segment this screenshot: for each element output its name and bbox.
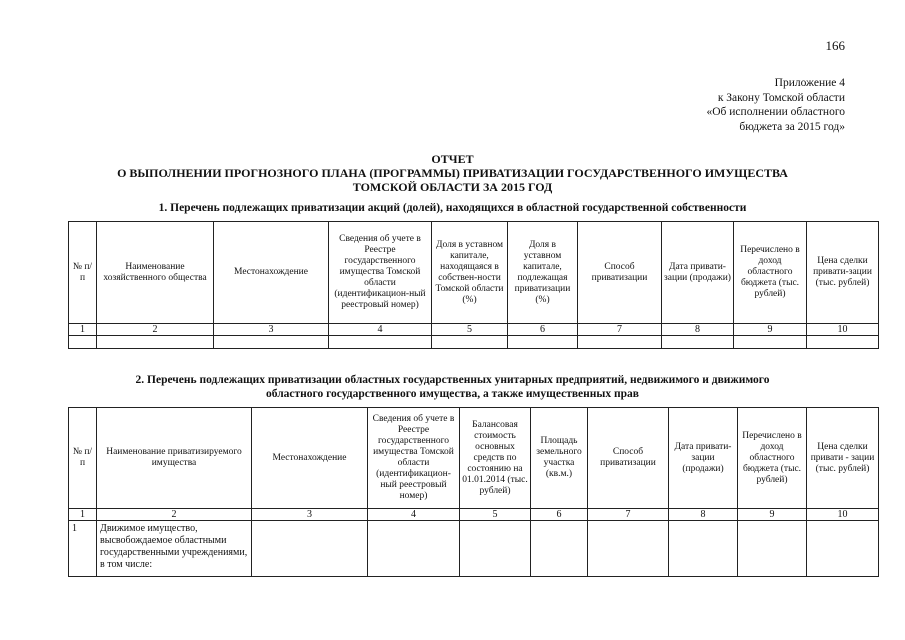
- section2-heading-line-1: 2. Перечень подлежащих приватизации областных государственных унитарных предприятий, недвижимого и движимого: [135, 374, 770, 386]
- s1-header-method: Способ приватизации: [578, 222, 662, 324]
- appendix-line-4: бюджета за 2015 год»: [739, 120, 845, 133]
- section2-table: [68, 407, 879, 577]
- s1-header-registry: Сведения об учете в Реестре государственного имущества Томской области (идентификацион-ный реестровый номер): [329, 222, 432, 324]
- s1-col-number: 8: [662, 324, 734, 336]
- s2-col-number: 2: [97, 509, 252, 521]
- table-row: [69, 521, 879, 577]
- table-cell: [252, 521, 368, 577]
- table-cell: [578, 336, 662, 349]
- s1-col-number: 5: [432, 324, 508, 336]
- section2-heading-line-2: областного государственного имущества, а также имущественных прав: [265, 388, 639, 400]
- table-cell: [508, 336, 578, 349]
- table-cell: [588, 521, 669, 577]
- table-cell: [432, 336, 508, 349]
- s2-header-land-area: Площадь земельного участка (кв.м.): [531, 408, 588, 509]
- table-cell: [662, 336, 734, 349]
- appendix-note: [560, 76, 845, 134]
- s2-col-number: 5: [460, 509, 531, 521]
- s2-header-date: Дата привати-зации (продажи): [669, 408, 738, 509]
- s1-header-location: Местонахождение: [214, 222, 329, 324]
- table-cell: [738, 521, 807, 577]
- s2-col-number: 6: [531, 509, 588, 521]
- s1-col-number: 4: [329, 324, 432, 336]
- s2-col-number: 1: [69, 509, 97, 521]
- section2-number-row: [69, 509, 879, 521]
- s2-header-price: Цена сделки привати - зации (тыс. рублей): [807, 408, 879, 509]
- section2-header-row: [69, 408, 879, 509]
- section1-heading: 1. Перечень подлежащих приватизации акций (долей), находящихся в областной государственной собственности: [158, 202, 747, 214]
- section1-empty-row: [69, 336, 879, 349]
- s1-header-date: Дата привати-зации (продажи): [662, 222, 734, 324]
- table-cell: [531, 521, 588, 577]
- table-cell: [734, 336, 807, 349]
- s2-col-number: 3: [252, 509, 368, 521]
- appendix-line-1: Приложение 4: [774, 77, 845, 89]
- table-cell: [460, 521, 531, 577]
- row-name: Движимое имущество, высвобождаемое областными государственными учреждениями, в том числе:: [97, 521, 252, 577]
- s1-col-number: 1: [69, 324, 97, 336]
- row-number: 1: [69, 521, 97, 577]
- s1-col-number: 9: [734, 324, 807, 336]
- section1-header-row: [69, 222, 879, 324]
- table-cell: [669, 521, 738, 577]
- s1-header-transferred: Перечислено в доход областного бюджета (тыс. рублей): [734, 222, 807, 324]
- s1-col-number: 2: [97, 324, 214, 336]
- s1-header-share-owned: Доля в уставном капитале, находящаяся в собствен-ности Томской области (%): [432, 222, 508, 324]
- table-cell: [97, 336, 214, 349]
- s2-col-number: 10: [807, 509, 879, 521]
- section1-number-row: [69, 324, 879, 336]
- s2-header-balance-value: Балансовая стоимость основных средств по состоянию на 01.01.2014 (тыс. рублей): [460, 408, 531, 509]
- s1-col-number: 6: [508, 324, 578, 336]
- s2-header-num: № п/п: [69, 408, 97, 509]
- report-title: ОТЧЕТ: [431, 152, 474, 166]
- s2-col-number: 7: [588, 509, 669, 521]
- table-cell: [368, 521, 460, 577]
- table-cell: [214, 336, 329, 349]
- s2-header-registry: Сведения об учете в Реестре государственного имущества Томской области (идентификацион-ный реестровый номер): [368, 408, 460, 509]
- s2-header-transferred: Перечислено в доход областного бюджета (тыс. рублей): [738, 408, 807, 509]
- s1-header-num: № п/п: [69, 222, 97, 324]
- s1-col-number: 7: [578, 324, 662, 336]
- s2-header-method: Способ приватизации: [588, 408, 669, 509]
- report-subtitle-line-2: ТОМСКОЙ ОБЛАСТИ ЗА 2015 ГОД: [352, 180, 553, 194]
- table-cell: [807, 521, 879, 577]
- table-cell: [329, 336, 432, 349]
- table-cell: [807, 336, 879, 349]
- s1-header-name: Наименование хозяйственного общества: [97, 222, 214, 324]
- section1-table: [68, 221, 879, 349]
- appendix-line-3: «Об исполнении областного: [706, 106, 845, 118]
- s2-header-location: Местонахождение: [252, 408, 368, 509]
- s2-col-number: 9: [738, 509, 807, 521]
- page-number: 166: [825, 38, 845, 53]
- s2-col-number: 4: [368, 509, 460, 521]
- s1-header-share-privatized: Доля в уставном капитале, подлежащая приватизации (%): [508, 222, 578, 324]
- s1-col-number: 10: [807, 324, 879, 336]
- s1-col-number: 3: [214, 324, 329, 336]
- appendix-line-2: к Закону Томской области: [717, 91, 845, 104]
- s2-col-number: 8: [669, 509, 738, 521]
- s2-header-name: Наименование приватизируемого имущества: [97, 408, 252, 509]
- report-subtitle-line-1: О ВЫПОЛНЕНИИ ПРОГНОЗНОГО ПЛАНА (ПРОГРАММЫ) ПРИВАТИЗАЦИИ ГОСУДАРСТВЕННОГО ИМУЩЕСТВА: [117, 166, 788, 180]
- s1-header-price: Цена сделки привати-зации (тыс. рублей): [807, 222, 879, 324]
- table-cell: [69, 336, 97, 349]
